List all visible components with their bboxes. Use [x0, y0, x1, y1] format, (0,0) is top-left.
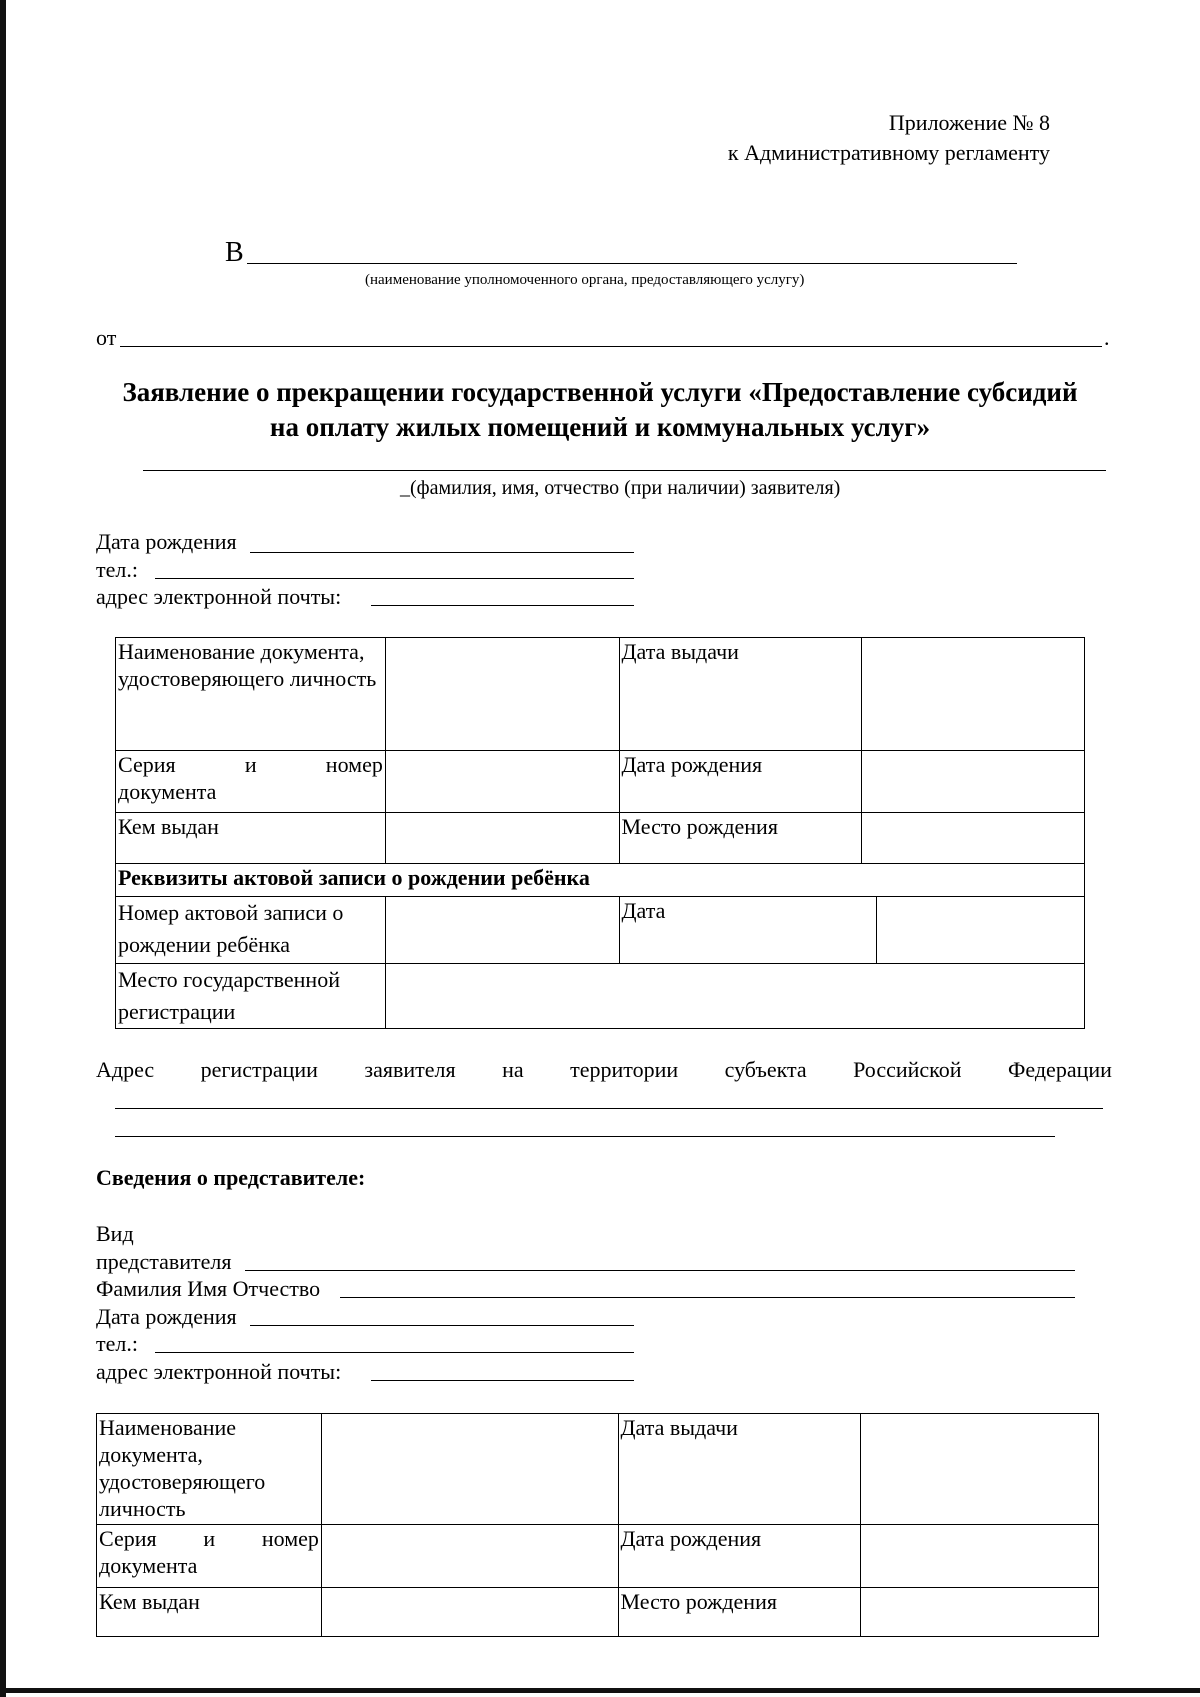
rep-series-number-line [99, 1525, 319, 1552]
table-row [97, 1525, 1099, 1588]
appendix-number: Приложение № 8 [888, 110, 1050, 135]
address-field-line-1[interactable] [115, 1108, 1103, 1109]
doc-name-value[interactable] [385, 638, 619, 751]
series-word: Серия [118, 752, 176, 777]
document-word: документа [99, 1553, 198, 1578]
table-row [116, 864, 1085, 897]
address-word: заявителя [364, 1057, 456, 1082]
table-row [116, 897, 1085, 964]
sender-prefix: от [96, 325, 117, 350]
table-row [116, 638, 1085, 751]
sender-field[interactable] [120, 346, 1102, 347]
applicant-document-table [115, 637, 1085, 1029]
rep-type-field[interactable] [245, 1270, 1075, 1271]
rep-email-label: адрес электронной почты: [96, 1359, 342, 1384]
record-date-value[interactable] [876, 897, 1084, 963]
rep-phone-label: тел.: [96, 1331, 138, 1356]
rep-birth-date-label: Дата рождения [618, 1525, 861, 1588]
rep-fio-field[interactable] [340, 1297, 1075, 1298]
sender-end-mark: . [1104, 325, 1110, 350]
address-word: территории [570, 1057, 679, 1082]
address-field-line-2[interactable] [115, 1136, 1055, 1137]
applicant-fio-field[interactable] [143, 470, 1106, 471]
rep-birth-date-field[interactable] [250, 1325, 634, 1326]
title-line-2: на оплату жилых помещений и коммунальных услуг» [269, 412, 931, 442]
scan-border-left [0, 0, 6, 1697]
address-word: на [502, 1057, 524, 1082]
rep-birth-date-label: Дата рождения [96, 1304, 237, 1329]
representative-document-table [96, 1413, 1099, 1637]
rep-type-label-2: представителя [96, 1249, 232, 1274]
table-row [116, 964, 1085, 1029]
address-word: Адрес [96, 1057, 155, 1082]
applicant-phone-field[interactable] [155, 578, 634, 579]
rep-fio-label: Фамилия Имя Отчество [96, 1276, 321, 1301]
applicant-email-field[interactable] [371, 605, 634, 606]
appendix-regulation: к Административному регламенту [727, 140, 1050, 165]
birth-date-label: Дата рождения [619, 751, 862, 813]
rep-type-label-1: Вид [96, 1221, 134, 1246]
rep-birth-place-label: Место рождения [618, 1588, 861, 1637]
birth-place-label: Место рождения [619, 813, 862, 864]
series-number-label [116, 751, 386, 813]
record-date-label: Дата [620, 897, 877, 963]
birth-record-section-header: Реквизиты актовой записи о рождении ребёнка [116, 864, 1085, 897]
rep-series-number-value[interactable] [321, 1525, 618, 1588]
applicant-birth-date-field[interactable] [250, 552, 634, 553]
rep-email-field[interactable] [371, 1380, 634, 1381]
issued-by-value[interactable] [385, 813, 619, 864]
issue-date-label: Дата выдачи [619, 638, 862, 751]
rep-series-number-label [97, 1525, 322, 1588]
series-number-value[interactable] [385, 751, 619, 813]
record-number-label: Номер актовой записи о рождении ребёнка [116, 897, 386, 964]
series-word: Серия [99, 1526, 157, 1551]
rep-issued-by-value[interactable] [321, 1588, 618, 1637]
issue-date-value[interactable] [862, 638, 1085, 751]
table-row [97, 1414, 1099, 1525]
issued-by-label: Кем выдан [116, 813, 386, 864]
table-row [97, 1588, 1099, 1637]
rep-birth-date-value[interactable] [861, 1525, 1099, 1588]
rep-doc-name-value[interactable] [321, 1414, 618, 1525]
table-row [116, 751, 1085, 813]
and-word: и [203, 1526, 216, 1551]
representative-heading: Сведения о представителе: [96, 1165, 366, 1190]
address-word: субъекта [724, 1057, 807, 1082]
recipient-caption: (наименование уполномоченного органа, предоставляющего услугу) [365, 272, 805, 288]
birth-place-value[interactable] [862, 813, 1085, 864]
record-number-value[interactable] [385, 897, 619, 964]
recipient-field[interactable] [247, 263, 1017, 264]
registration-place-value[interactable] [385, 964, 1084, 1029]
rep-birth-place-value[interactable] [861, 1588, 1099, 1637]
registration-place-label: Место государственной регистрации [116, 964, 386, 1029]
table-row [116, 813, 1085, 864]
rep-phone-field[interactable] [155, 1352, 634, 1353]
registration-address-label [96, 1057, 1112, 1083]
record-date-subtable [620, 897, 1085, 963]
and-word: и [244, 752, 257, 777]
document-word: документа [118, 779, 217, 804]
applicant-email-label: адрес электронной почты: [96, 584, 342, 609]
table-row [620, 897, 1085, 963]
applicant-fio-caption: _(фамилия, имя, отчество (при наличии) заявителя) [400, 477, 841, 499]
rep-issue-date-value[interactable] [861, 1414, 1099, 1525]
applicant-phone-label: тел.: [96, 557, 138, 582]
series-number-line [118, 751, 383, 778]
number-word: номер [261, 1526, 319, 1551]
recipient-prefix: В [225, 237, 244, 268]
rep-issued-by-label: Кем выдан [97, 1588, 322, 1637]
birth-date-value[interactable] [862, 751, 1085, 813]
address-word: Российской [853, 1057, 962, 1082]
rep-issue-date-label: Дата выдачи [618, 1414, 861, 1525]
number-word: номер [325, 752, 383, 777]
document-title [90, 375, 1110, 445]
rep-doc-name-label: Наименование документа, удостоверяющего личность [97, 1414, 322, 1525]
record-date-group [619, 897, 1085, 964]
address-word: Федерации [1008, 1057, 1112, 1082]
applicant-birth-date-label: Дата рождения [96, 529, 237, 554]
doc-name-label: Наименование документа, удостоверяющего личность [116, 638, 386, 751]
title-line-1: Заявление о прекращении государственной услуги «Предоставление субсидий [122, 377, 1078, 407]
address-word: регистрации [200, 1057, 318, 1082]
scan-border-bottom [0, 1688, 1200, 1693]
